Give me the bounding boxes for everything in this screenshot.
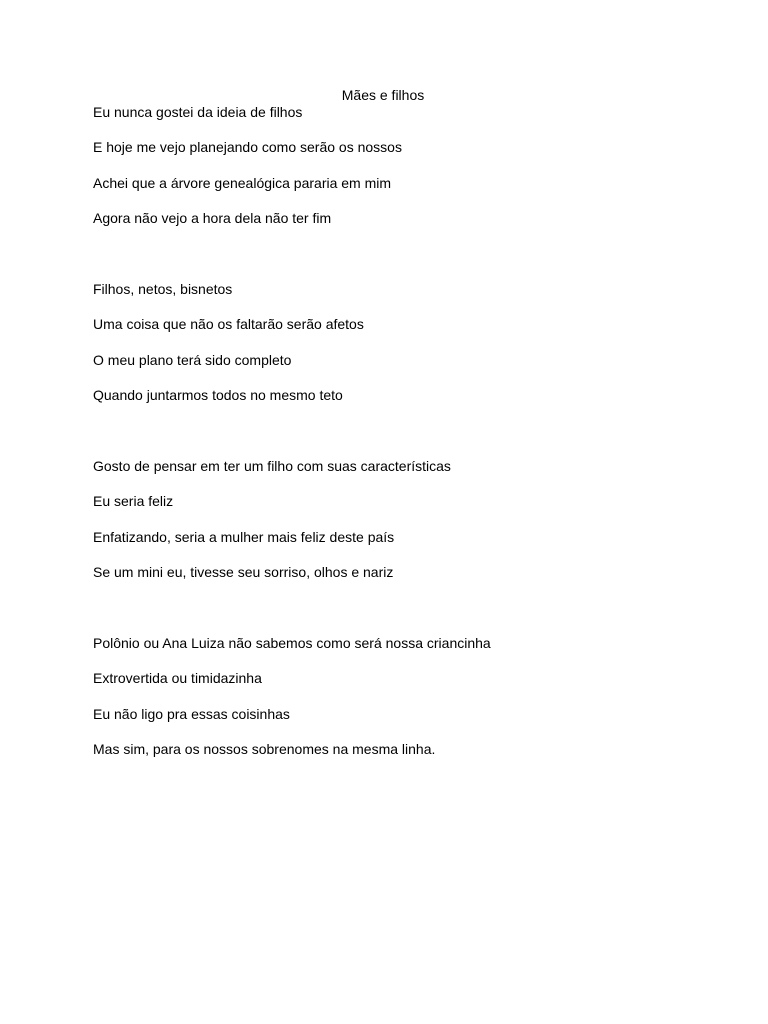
poem-line: Mas sim, para os nossos sobrenomes na mesma linha. <box>93 741 436 758</box>
poem-line: E hoje me vejo planejando como serão os nossos <box>93 139 402 156</box>
poem-line: O meu plano terá sido completo <box>93 351 292 368</box>
poem-line: Eu nunca gostei da ideia de filhos <box>93 104 303 120</box>
poem-line: Filhos, netos, bisnetos <box>93 281 233 297</box>
poem-line: Polônio ou Ana Luiza não sabemos como será nossa criancinha <box>93 635 491 651</box>
poem-line: Se um mini eu, tivesse seu sorriso, olhos e nariz <box>93 564 394 581</box>
poem-title: Mães e filhos <box>341 87 425 103</box>
stanza-1 <box>93 103 402 245</box>
stanza-2 <box>93 280 364 422</box>
poem-line: Extrovertida ou timidazinha <box>93 670 262 687</box>
poem-line: Gosto de pensar em ter um filho com suas características <box>93 458 451 474</box>
poem-line: Enfatizando, seria a mulher mais feliz deste país <box>93 528 395 545</box>
poem-line: Eu não ligo pra essas coisinhas <box>93 705 290 722</box>
poem-line: Quando juntarmos todos no mesmo teto <box>93 387 343 404</box>
poem-line: Agora não vejo a hora dela não ter fim <box>93 210 332 227</box>
poem-line: Uma coisa que não os faltarão serão afetos <box>93 316 364 333</box>
stanza-3 <box>93 457 451 599</box>
poem-line: Eu seria feliz <box>93 493 174 510</box>
stanza-4 <box>93 634 491 776</box>
poem-line: Achei que a árvore genealógica pararia em mim <box>93 174 392 191</box>
